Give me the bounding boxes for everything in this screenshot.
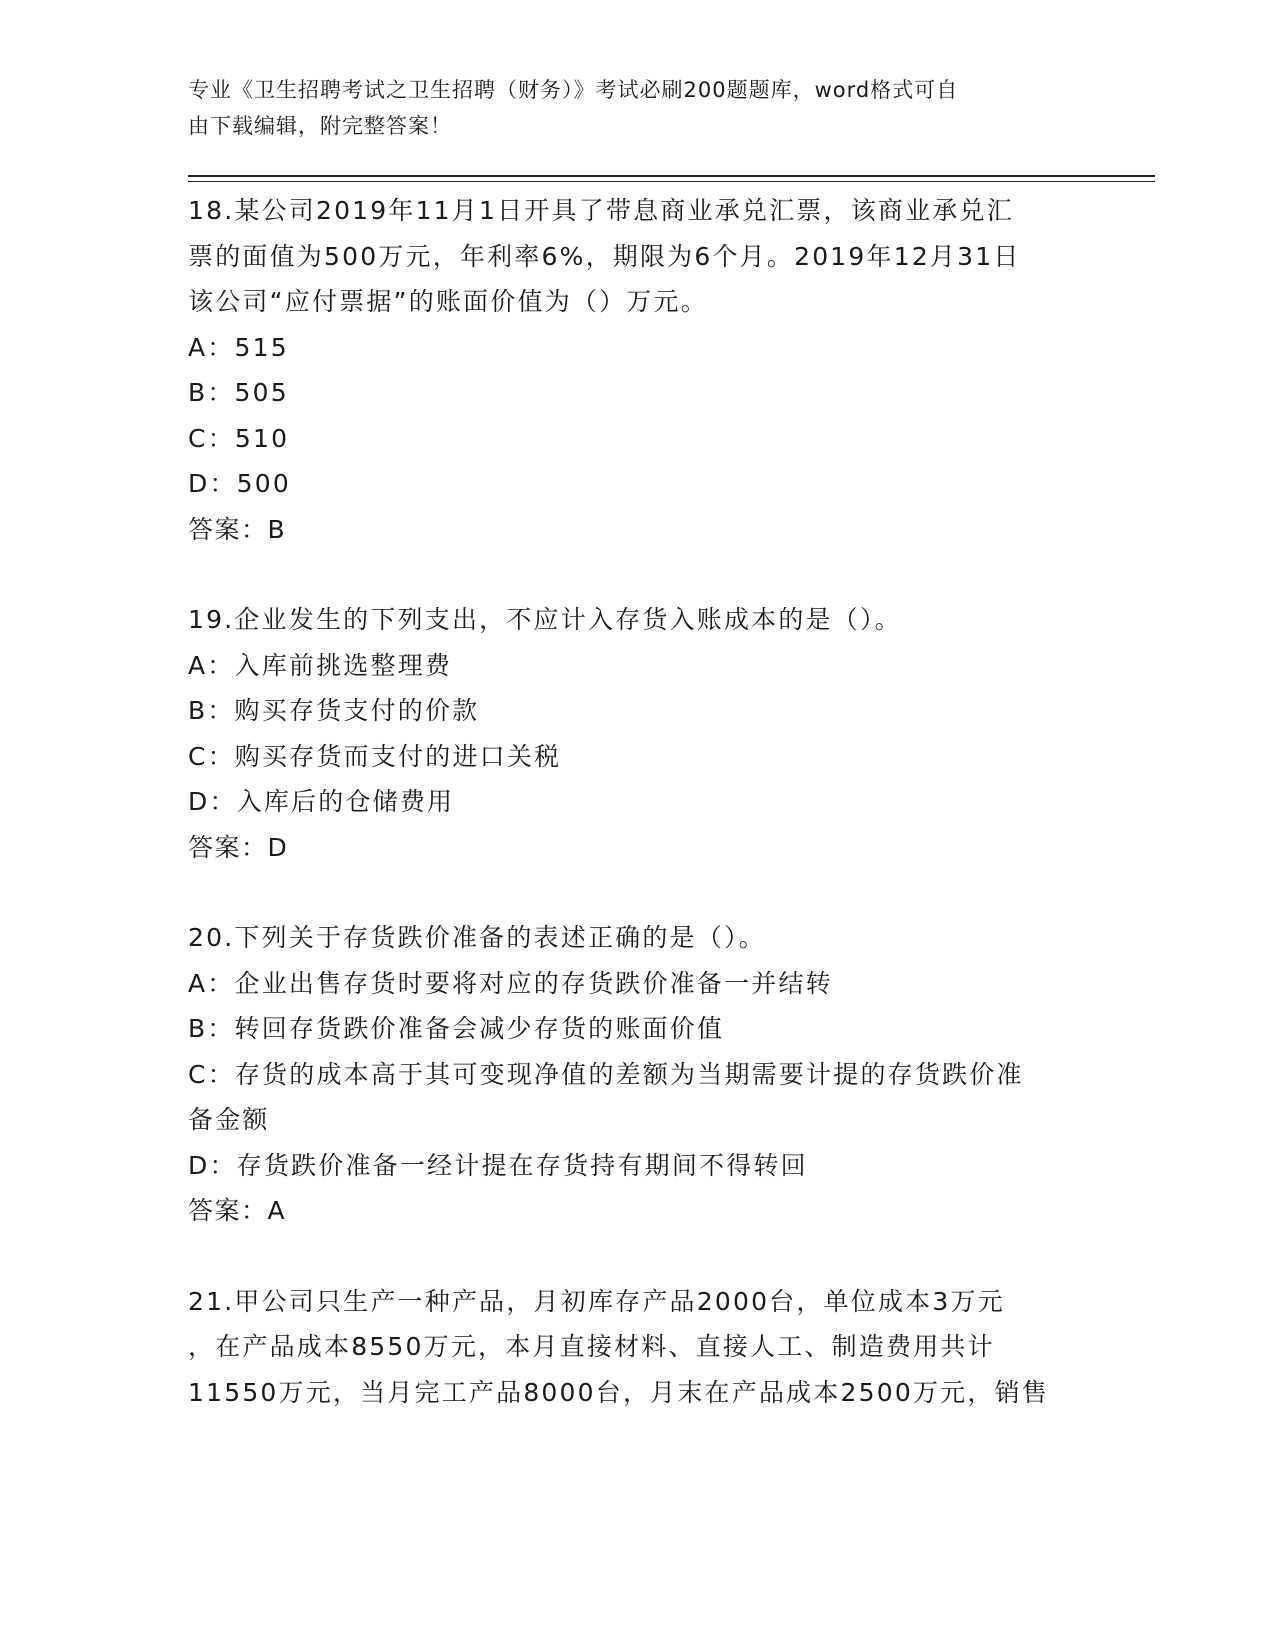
spacer (188, 552, 1078, 597)
question-18 (188, 188, 1078, 552)
option-b: B：购买存货支付的价款 (188, 696, 480, 725)
question-list (188, 188, 1078, 1415)
question-20 (188, 915, 1078, 1234)
header-line-2: 由下载编辑，附完整答案！ (188, 114, 452, 138)
spacer (188, 1234, 1078, 1279)
option-c: C：510 (188, 423, 290, 453)
spacer (188, 870, 1078, 915)
answer-line: 答案：A (188, 1196, 287, 1225)
option-d: D：存货跌价准备一经计提在存货持有期间不得转回 (188, 1150, 808, 1180)
header-rule-thick (188, 175, 1155, 177)
question-stem-line: ，在产品成本8550万元，本月直接材料、直接人工、制造费用共计 (188, 1332, 995, 1361)
option-c: C：购买存货而支付的进口关税 (188, 741, 562, 771)
option-c-continued: 备金额 (188, 1105, 270, 1134)
option-a: A：515 (188, 332, 289, 362)
header-rule-thin (188, 181, 1155, 182)
question-stem-line: 20.下列关于存货跌价准备的表述正确的是（）。 (188, 923, 766, 952)
question-21 (188, 1279, 1078, 1416)
header-line-1: 专业《卫生招聘考试之卫生招聘（财务）》考试必刷200题题库，word格式可自 (188, 78, 959, 102)
document-header (188, 72, 1068, 144)
question-stem-line: 21.甲公司只生产一种产品，月初库存产品2000台，单位成本3万元 (188, 1286, 1005, 1316)
option-b: B：转回存货跌价准备会减少存货的账面价值 (188, 1014, 725, 1043)
option-d: D：入库后的仓储费用 (188, 787, 455, 816)
question-stem-line: 票的面值为500万元，年利率6%，期限为6个月。2019年12月31日 (188, 241, 1021, 271)
question-stem-line: 18.某公司2019年11月1日开具了带息商业承兑汇票，该商业承兑汇 (188, 196, 1014, 225)
option-c: C：存货的成本高于其可变现净值的差额为当期需要计提的存货跌价准 (188, 1059, 1024, 1089)
option-d: D：500 (188, 469, 291, 498)
question-stem-line: 该公司“应付票据”的账面价值为（）万元。 (188, 287, 708, 316)
option-a: A：企业出售存货时要将对应的存货跌价准备一并结转 (188, 968, 833, 998)
option-b: B：505 (188, 378, 289, 407)
answer-line: 答案：D (188, 832, 289, 862)
question-stem-line: 19.企业发生的下列支出，不应计入存货入账成本的是（）。 (188, 605, 902, 634)
question-19 (188, 597, 1078, 870)
option-a: A：入库前挑选整理费 (188, 650, 453, 680)
answer-line: 答案：B (188, 514, 287, 544)
question-stem-line: 11550万元，当月完工产品8000台，月末在产品成本2500万元，销售 (188, 1377, 1049, 1407)
